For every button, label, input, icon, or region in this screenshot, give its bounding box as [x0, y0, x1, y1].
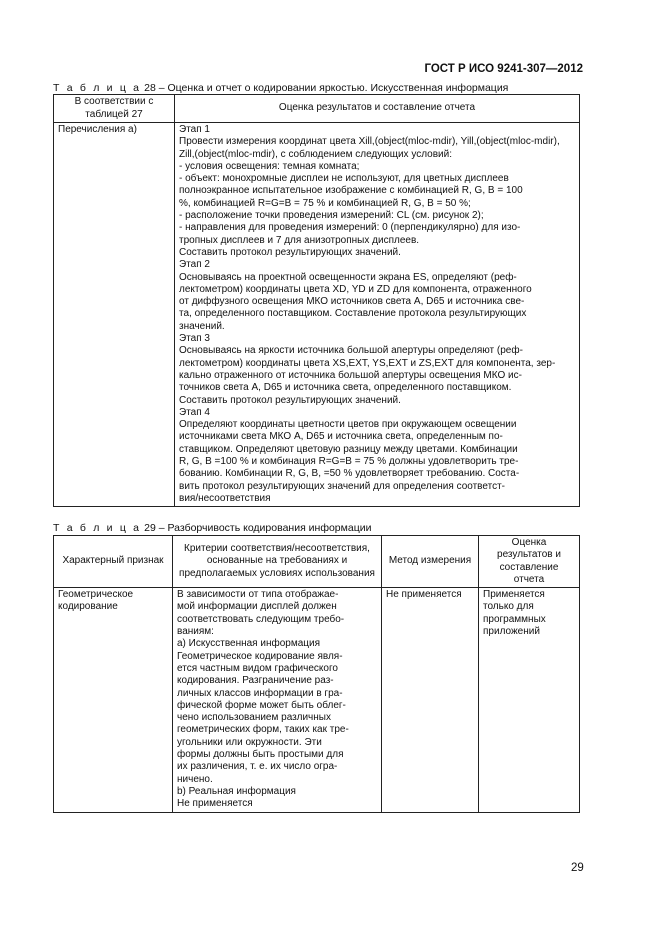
stage-2-line: лектометром) координаты цвета XD, YD и ZD для компонента, отраженного: [179, 283, 532, 295]
stage-3-title: Этап 3: [179, 333, 210, 345]
table-29: [53, 535, 580, 813]
criteria-line: геометрических форм, таких как тре-: [177, 724, 349, 736]
table-29-method-cell: Не применяется: [382, 588, 479, 812]
table-28-row-reference: Перечисления а): [54, 123, 175, 507]
stage-2-line: та, определенного поставщиком. Составление протокола результирующих: [179, 308, 527, 320]
stage-1-line: - условия освещения: темная комната;: [179, 160, 360, 172]
stage-1-line: - объект: монохромные дисплеи не используют, для цветных дисплеев: [179, 173, 509, 185]
page-number: 29: [571, 862, 584, 874]
stage-4-line: вия/несоответствия: [179, 492, 271, 504]
criteria-line: В зависимости от типа отображае-: [177, 589, 339, 601]
table-28-header-evaluation: Оценка результатов и составление отчета: [175, 95, 580, 123]
table-28-caption-text: 28 – Оценка и отчет о кодировании яркостью. Искусственная информация: [144, 82, 509, 94]
criteria-line: личных классов информации в гра-: [177, 687, 343, 699]
stage-1-line: %, комбинацией R=G=B = 75 % и комбинацией R, G, B = 50 %;: [179, 197, 471, 209]
table-28-evaluation-cell: [175, 123, 580, 507]
criteria-line: угольники или окружности. Эти: [177, 736, 322, 748]
stage-3-line: Основываясь на яркости источника большой апертуры определяют (реф-: [179, 345, 523, 357]
table-29-caption-prefix: Т а б л и ц а: [53, 522, 142, 534]
table-29-feature-cell: Геометрическое кодирование: [54, 588, 173, 812]
table-29-header-criteria: Критерии соответствия/несоответствия, основанные на требованиях и предполагаемых условиях использования: [173, 536, 382, 588]
stage-1-title: Этап 1: [179, 124, 210, 135]
standard-designation: ГОСТ Р ИСО 9241-307—2012: [424, 63, 583, 75]
stage-2-title: Этап 2: [179, 259, 210, 271]
criteria-line: ваниям:: [177, 626, 214, 638]
stage-1-line: Составить протокол результирующих значений.: [179, 246, 401, 258]
stage-3-line: лектометром) координаты цвета XS,EXT, YS,EXT и ZS,EXT для компонента, зер-: [179, 357, 556, 369]
criteria-line: а) Искусственная информация: [177, 638, 320, 650]
stage-2-line: значений.: [179, 320, 225, 332]
stage-4-line: R, G, B =100 % и комбинация R=G=B = 75 % должны удовлетворить тре-: [179, 456, 519, 468]
criteria-line: фической форме может быть облег-: [177, 699, 346, 711]
table-29-caption-text: 29 – Разборчивость кодирования информации: [144, 522, 372, 534]
stage-4-line: бованию. Комбинации R, G, B, =50 % удовлетворяет требованию. Соста-: [179, 468, 520, 480]
criteria-line: их различения, т. е. их число огра-: [177, 761, 338, 773]
table-29-header-method: Метод измерения: [382, 536, 479, 588]
stage-4-line: вить протокол результирующих значений для определения соответст-: [179, 480, 505, 492]
stage-3-line: точников света А, D65 и источника света, определенного поставщиком.: [179, 382, 512, 394]
stage-4-line: источниками света МКО А, D65 и источника света, определенным по-: [179, 431, 503, 443]
table-29-evaluation-cell: Применяется только для программных приложений: [479, 588, 580, 812]
criteria-line: Геометрическое кодирование явля-: [177, 650, 343, 662]
stage-2-line: Основываясь на проектной освещенности экрана ES, определяют (реф-: [179, 271, 517, 283]
criteria-line: мой информации дисплей должен: [177, 601, 337, 613]
criteria-line: кодирования. Разграничение раз-: [177, 675, 334, 687]
criteria-line: чено использованием различных: [177, 712, 331, 724]
stage-1-line: - расположение точки проведения измерений: CL (см. рисунок 2);: [179, 210, 484, 222]
stage-1-line: Провести измерения координат цвета Xill,(object(mloc-mdir), Yill,(object(mloc-mdir),: [179, 136, 560, 148]
table-29-criteria-cell: [173, 588, 382, 812]
criteria-line: соответствовать следующим требо-: [177, 613, 345, 625]
table-29-caption: [53, 522, 371, 534]
stage-1-line: тропных дисплеев и 7 для анизотропных дисплеев.: [179, 234, 420, 246]
criteria-line: b) Реальная информация: [177, 785, 296, 797]
stage-3-line: Составить протокол результирующих значений.: [179, 394, 401, 406]
criteria-line: ется частным видом графического: [177, 662, 338, 674]
criteria-line: Не применяется: [177, 798, 253, 810]
table-29-header-evaluation: Оценка результатов и составление отчета: [479, 536, 580, 588]
stage-4-line: ставщиком. Определяют цветовую разницу между цветами. Комбинации: [179, 443, 518, 455]
stage-1-line: - направления для проведения измерений: 0 (перпендикулярно) для изо-: [179, 222, 521, 234]
table-28-header-reference: В соответствии с таблицей 27: [54, 95, 175, 123]
table-28-caption: [53, 82, 508, 94]
criteria-line: ничено.: [177, 773, 213, 785]
stage-4-title: Этап 4: [179, 406, 210, 418]
stage-3-line: кально отраженного от источника большой апертуры освещения МКО ис-: [179, 369, 522, 381]
stage-4-line: Определяют координаты цветности цветов при окружающем освещении: [179, 419, 517, 431]
table-29-header-feature: Характерный признак: [54, 536, 173, 588]
table-28-caption-prefix: Т а б л и ц а: [53, 82, 142, 94]
stage-2-line: от диффузного освещения МКО источников света А, D65 и источника све-: [179, 296, 525, 308]
stage-1-line: Zill,(object(mloc-mdir), с соблюдением следующих условий:: [179, 148, 452, 160]
stage-1-line: полноэкранное испытательное изображение с комбинацией R, G, B = 100: [179, 185, 523, 197]
criteria-line: формы должны быть простыми для: [177, 749, 344, 761]
table-28: [53, 94, 580, 507]
